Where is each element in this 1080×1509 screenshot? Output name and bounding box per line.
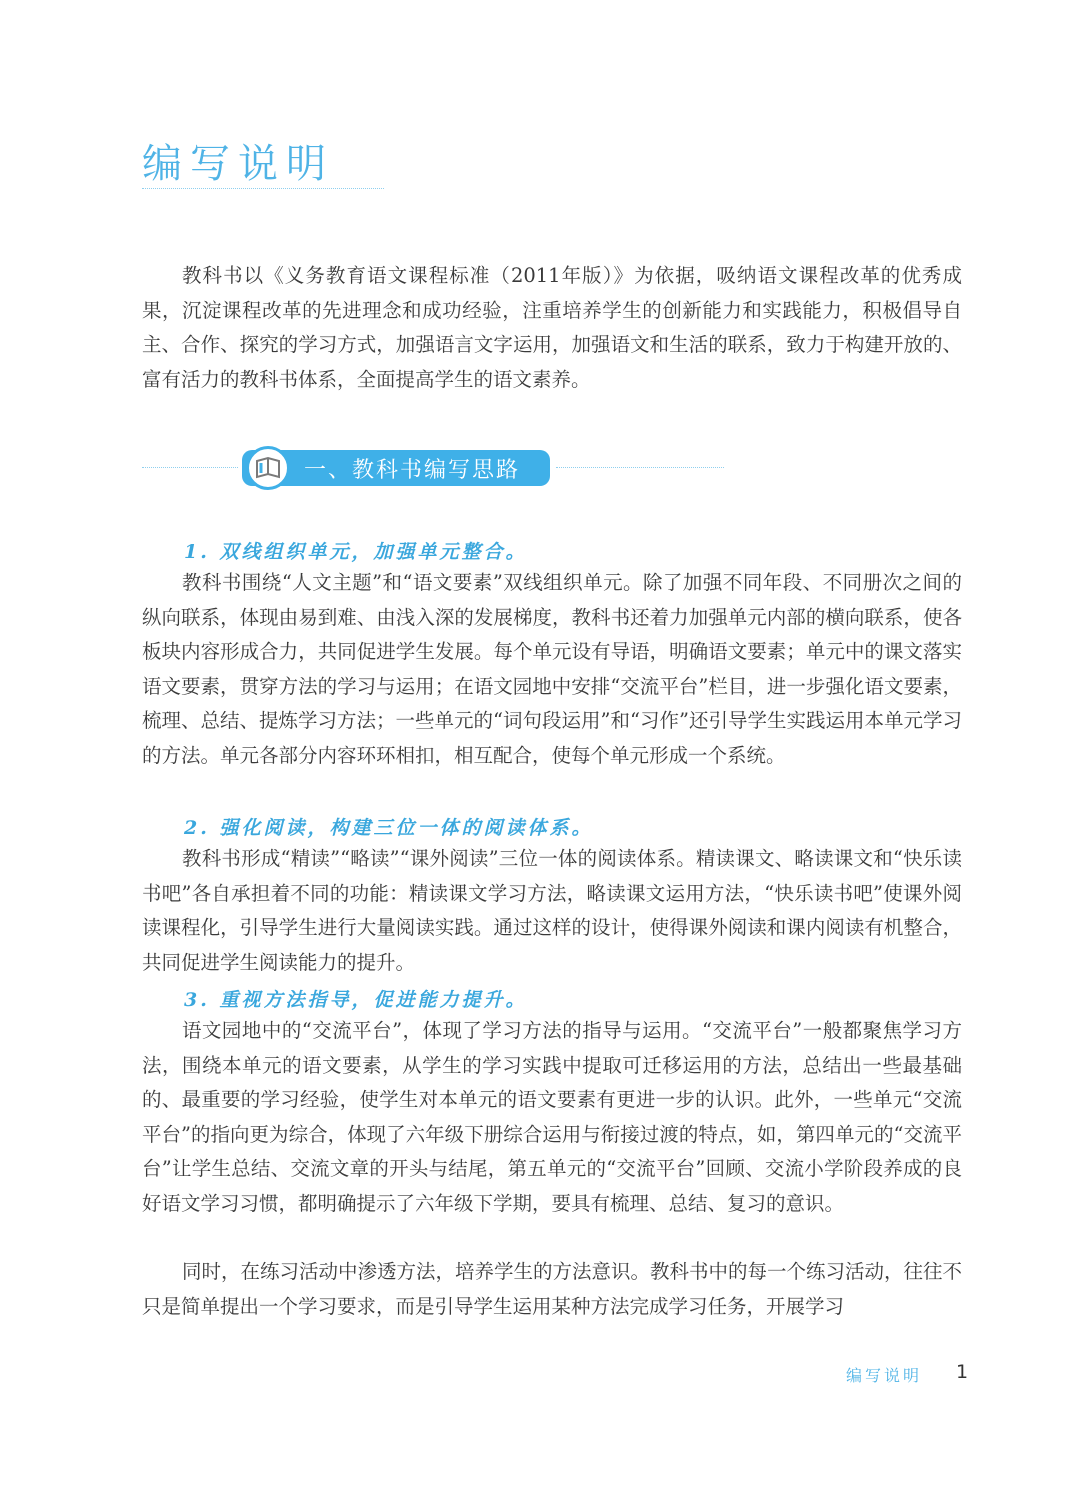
page-title: 编写说明	[142, 141, 334, 187]
point-paragraph-2: 教科书形成“精读”“略读”“课外阅读”三位一体的阅读体系。精读课文、略读课文和“快乐读书吧”各自承担着不同的功能：精读课文学习方法，略读课文运用方法，“快乐读书吧”使课外阅读课程化，引导学生进行大量阅读实践。通过这样的设计，使得课外阅读和课内阅读有机整合，共同促进学生阅读能力的提升。	[142, 847, 962, 974]
point-paragraph-3b: 同时，在练习活动中渗透方法，培养学生的方法意识。教科书中的每一个练习活动，往往不只是简单提出一个学习要求，而是引导学生运用某种方法完成学习任务，开展学习	[142, 1260, 963, 1318]
section-heading: 一、教科书编写思路	[304, 458, 521, 483]
banner-dotted-line-left	[142, 467, 238, 468]
book-icon	[246, 446, 290, 490]
title-underline	[142, 188, 384, 189]
point-paragraph-3a: 语文园地中的“交流平台”，体现了学习方法的指导与运用。“交流平台”一般都聚焦学习方法，围绕本单元的语文要素，从学生的学习实践中提取可迁移运用的方法，总结出一些最基础的、最重要的学习经验，使学生对本单元的语文要素有更进一步的认识。此外，一些单元“交流平台”的指向更为综合，体现了六年级下册综合运用与衔接过渡的特点，如，第四单元的“交流平台”让学生总结、交流文章的开头与结尾，第五单元的“交流平台”回顾、交流小学阶段养成的良好语文学习习惯，都明确提示了六年级下学期，要具有梳理、总结、复习的意识。	[142, 1019, 962, 1215]
point-heading-1: 1. 双线组织单元，加强单元整合。	[184, 541, 528, 563]
point-heading-3: 3. 重视方法指导，促进能力提升。	[184, 989, 528, 1011]
section-banner	[142, 448, 722, 488]
banner-dotted-line-right	[556, 467, 724, 468]
point-heading-2: 2. 强化阅读，构建三位一体的阅读体系。	[184, 817, 594, 839]
point-paragraph-1: 教科书围绕“人文主题”和“语文要素”双线组织单元。除了加强不同年段、不同册次之间的纵向联系，体现由易到难、由浅入深的发展梯度，教科书还着力加强单元内部的横向联系，使各板块内容形成合力，共同促进学生发展。每个单元设有导语，明确语文要素；单元中的课文落实语文要素，贯穿方法的学习与运用；在语文园地中安排“交流平台”栏目，进一步强化语文要素，梳理、总结、提炼学习方法；一些单元的“词句段运用”和“习作”还引导学生实践运用本单元学习的方法。单元各部分内容环环相扣，相互配合，使每个单元形成一个系统。	[142, 571, 962, 767]
intro-paragraph: 教科书以《义务教育语文课程标准（2011年版）》为依据，吸纳语文课程改革的优秀成果，沉淀课程改革的先进理念和成功经验，注重培养学生的创新能力和实践能力，积极倡导自主、合作、探究的学习方式，加强语言文字运用，加强语文和生活的联系，致力于构建开放的、富有活力的教科书体系，全面提高学生的语文素养。	[142, 264, 962, 391]
page-number: 1	[956, 1361, 969, 1383]
footer-title: 编写说明	[846, 1366, 923, 1385]
